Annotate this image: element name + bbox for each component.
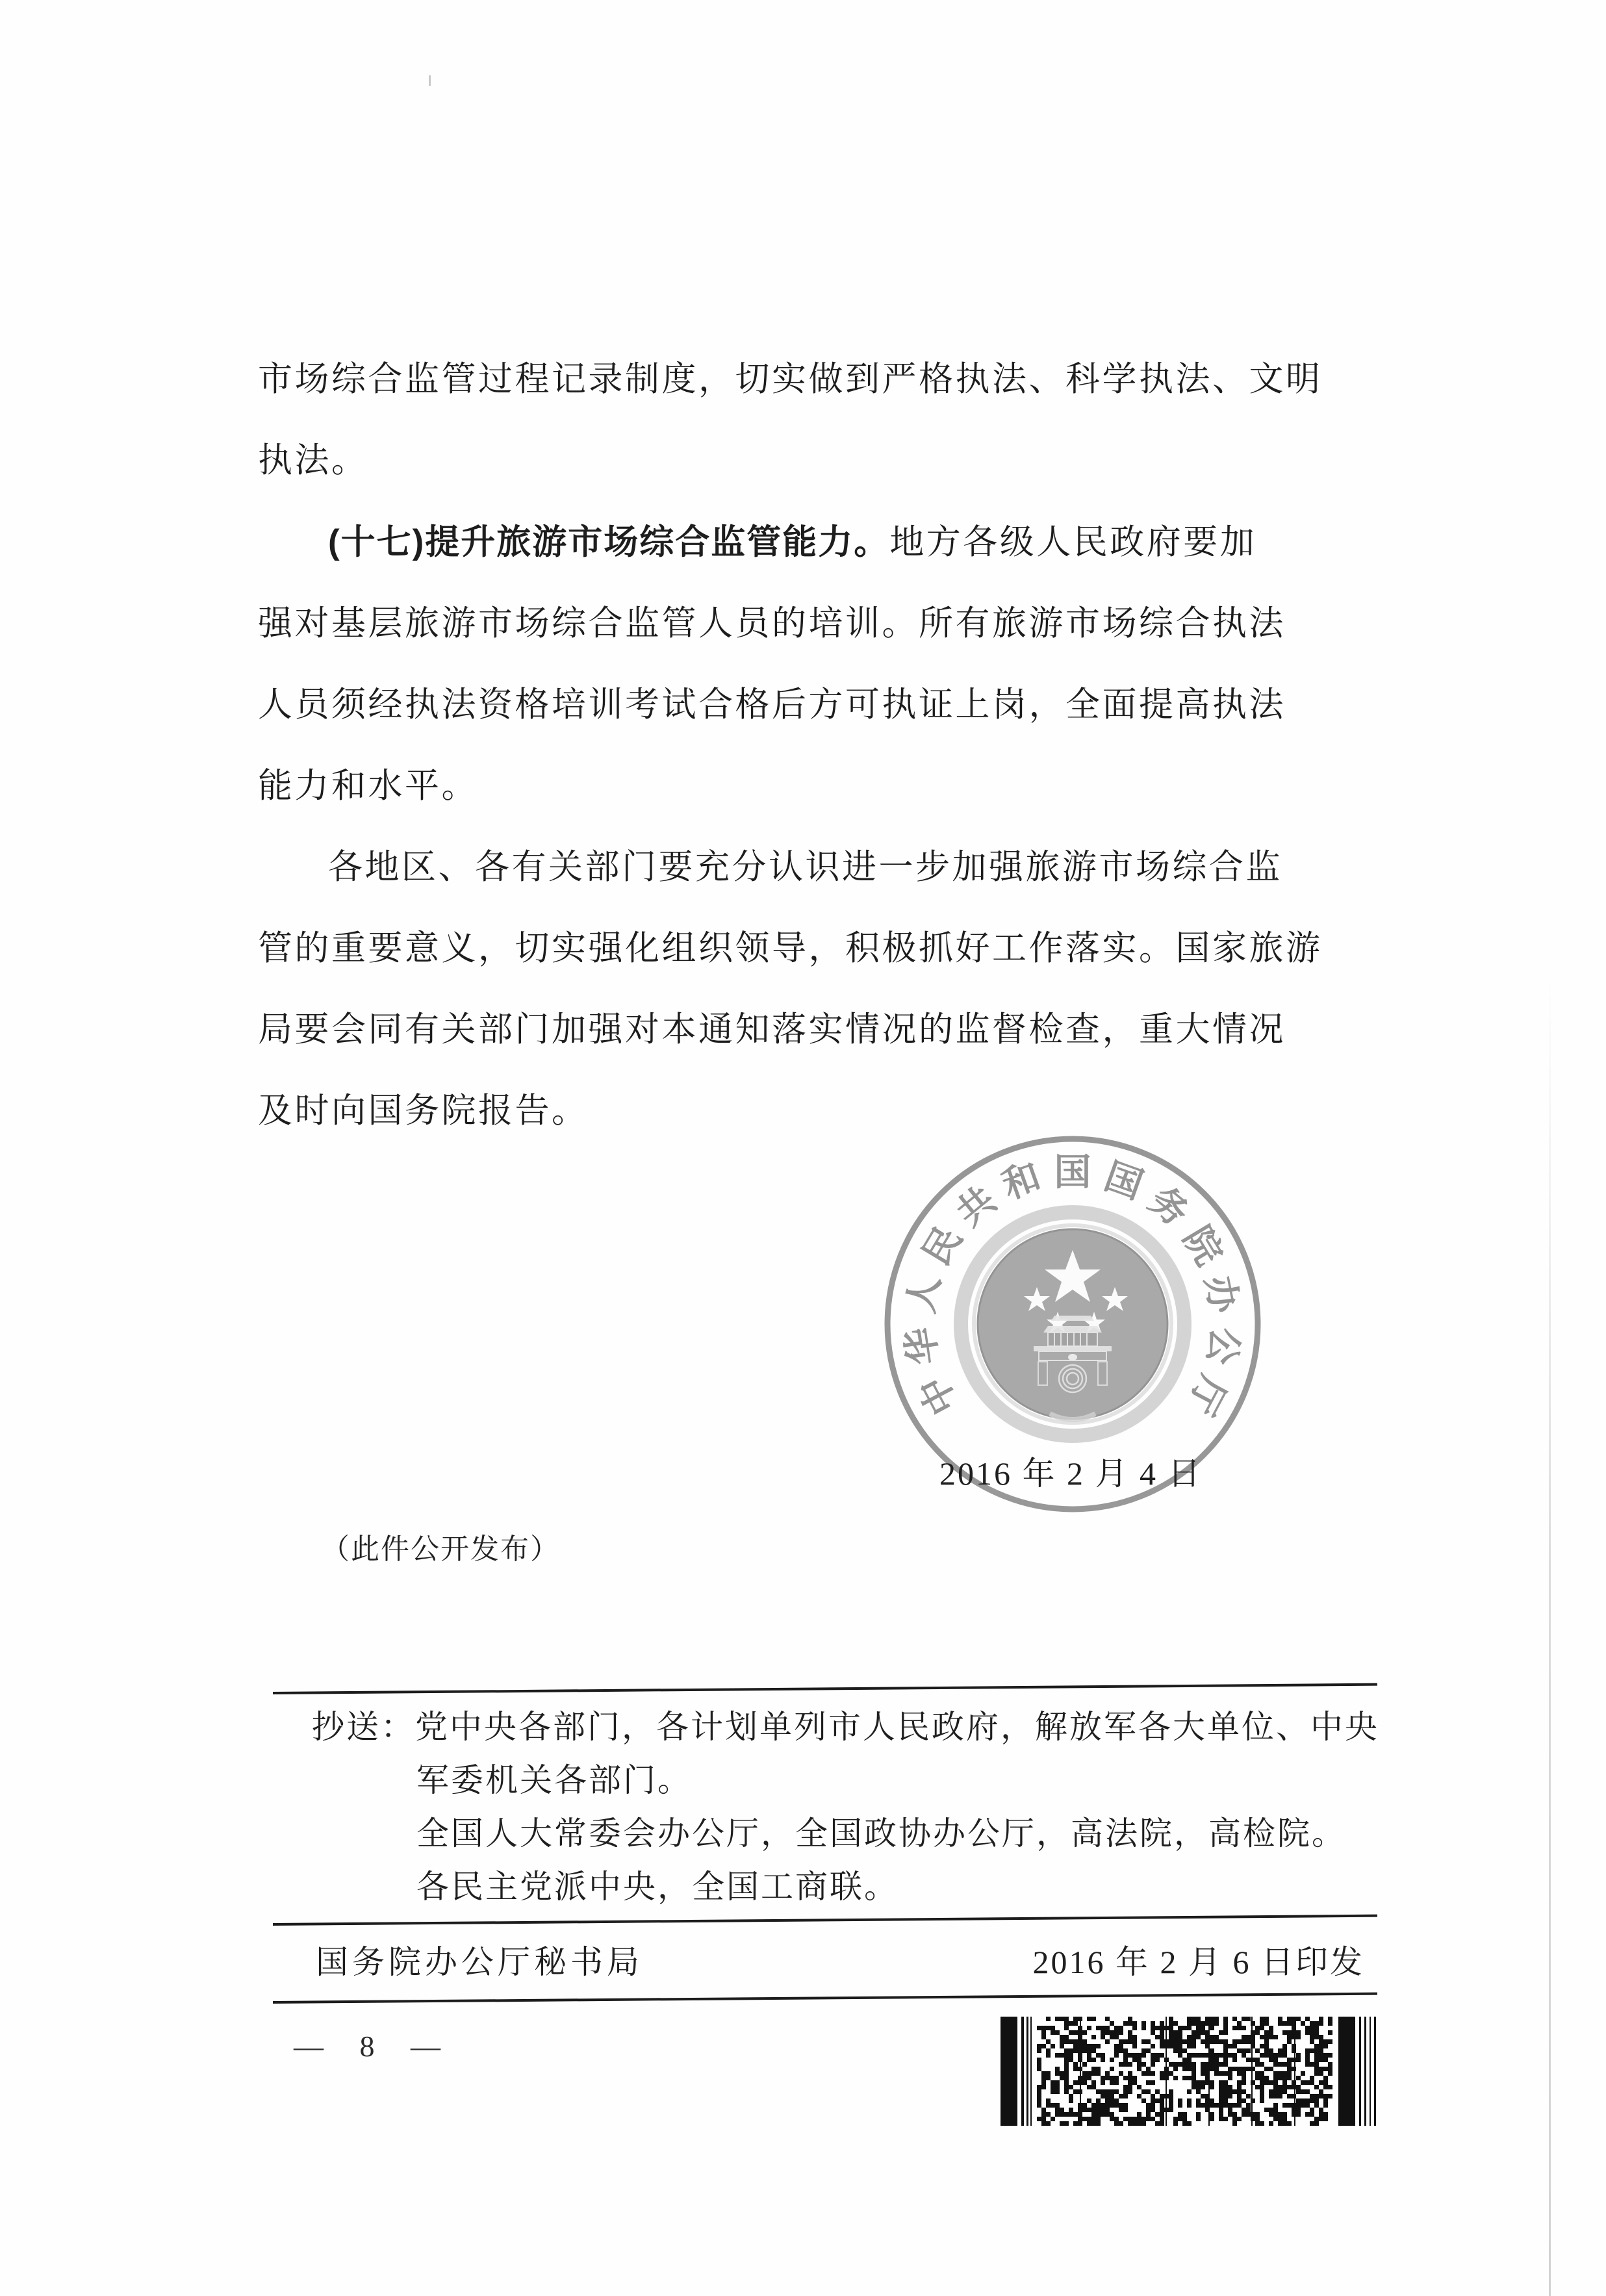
svg-text:厅: 厅 [1179,1369,1233,1422]
svg-text:人: 人 [900,1272,949,1317]
cc-line [416,1807,1346,1860]
cc-text: 军委机关各部门。 [416,1762,692,1798]
document-body [258,339,1366,1152]
body-line [258,339,1366,420]
scan-fold-line [1549,975,1551,2296]
svg-text:中: 中 [912,1369,966,1422]
cc-label: 抄送： [312,1709,415,1745]
body-line-text: 执法。 [258,442,368,479]
footer-divider [273,1993,1377,2004]
svg-text:务: 务 [1141,1179,1196,1235]
svg-text:和: 和 [997,1156,1047,1207]
body-line-text: 地方各级人民政府要加 [889,524,1257,561]
cc-line [416,1860,899,1913]
cc-text: 各民主党派中央，全国工商联。 [416,1869,899,1905]
svg-text:民: 民 [915,1219,970,1273]
body-line [258,665,1366,746]
document-barcode-icon [1001,2017,1377,2126]
svg-text:国: 国 [1054,1152,1091,1193]
footer-divider [273,1683,1377,1694]
svg-text:华: 华 [900,1325,946,1368]
section-17-heading: (十七)提升旅游市场综合监管能力。 [328,523,890,561]
cc-line [312,1700,1379,1754]
body-line-text: 局要会同有关部门加强对本通知落实情况的监督检查，重大情况 [258,1011,1286,1049]
body-line-text: 及时向国务院报告。 [258,1092,589,1130]
svg-text:院: 院 [1175,1219,1230,1273]
body-line-text: 能力和水平。 [258,767,478,805]
svg-text:公: 公 [1199,1325,1245,1368]
page-number: — 8 — [294,2030,455,2063]
svg-text:共: 共 [949,1179,1004,1235]
cc-text: 全国人大常委会办公厅，全国政协办公厅，高法院，高检院。 [416,1815,1346,1852]
body-line-text: 各地区、各有关部门要充分认识进一步加强旅游市场综合监 [328,848,1282,886]
svg-text:办: 办 [1197,1272,1245,1317]
scan-speck [429,75,431,86]
cc-line [416,1754,692,1807]
body-line [258,908,1366,989]
body-line-text: 强对基层旅游市场综合监管人员的培训。所有旅游市场综合执法 [258,605,1286,643]
cc-text: 党中央各部门，各计划单列市人民政府，解放军各大单位、中央 [415,1709,1379,1745]
issuer-name: 国务院办公厅秘书局 [316,1944,643,1980]
body-line [258,420,1366,502]
body-line [258,746,1366,827]
body-line [258,583,1366,665]
seal-date: 2016 年 2 月 4 日 [939,1455,1203,1492]
body-line-text: 管的重要意义，切实强化组织领导，积极抓好工作落实。国家旅游 [258,930,1323,967]
print-date: 2016 年 2 月 6 日印发 [1032,1944,1364,1980]
public-release-note: （此件公开发布） [321,1533,560,1565]
svg-text:国: 国 [1099,1156,1148,1207]
body-line-text: 市场综合监管过程记录制度，切实做到严格执法、科学执法、文明 [258,361,1323,398]
footer-divider [273,1915,1377,1926]
body-line [258,989,1366,1071]
body-line [258,827,1366,908]
body-line-text: 人员须经执法资格培训考试合格后方可执证上岗，全面提高执法 [258,686,1286,724]
body-line [258,502,1366,583]
